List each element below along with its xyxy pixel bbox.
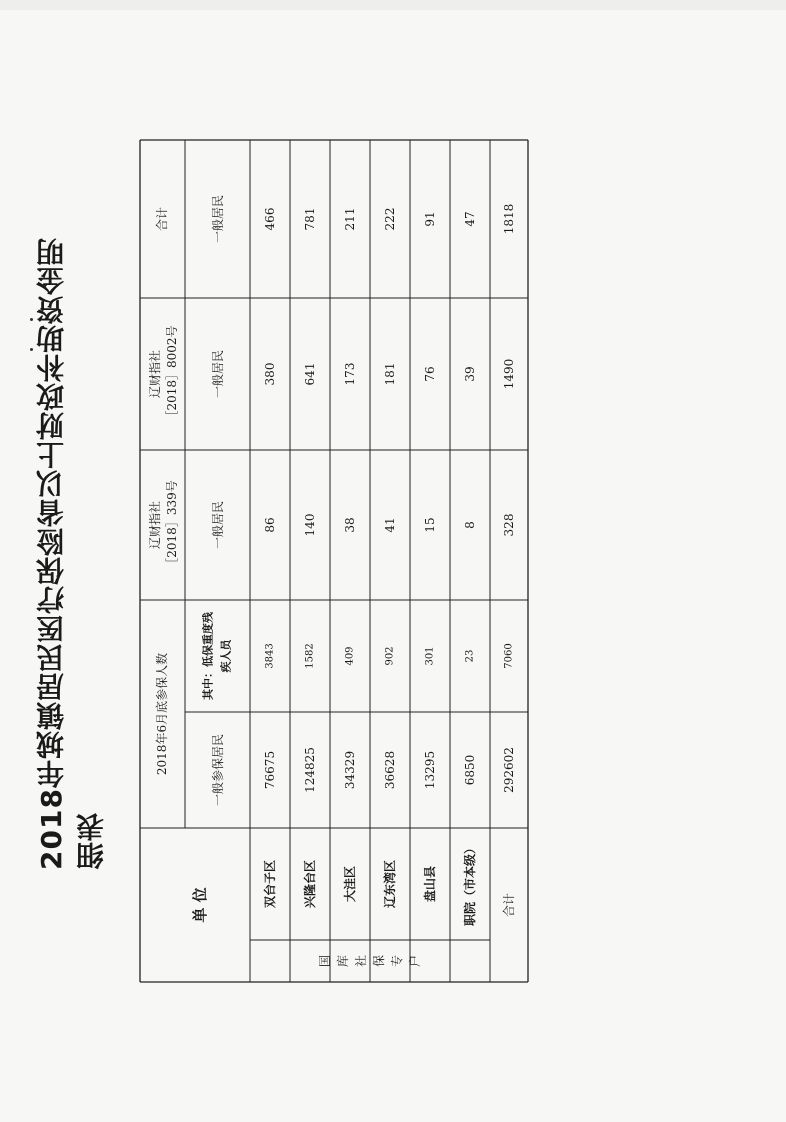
table-cell-doc2: 173: [343, 362, 357, 386]
table-cell-doc1: 86: [263, 517, 277, 533]
header-enroll-group: 2018年6月底参保人数: [155, 652, 169, 776]
group-label-char: 社: [354, 954, 368, 968]
table-cell-general: 6850: [463, 754, 477, 786]
table-cell-doc1: 15: [423, 517, 437, 533]
table-cell-lowinc: 1582: [304, 643, 316, 669]
table-cell-doc1: 41: [383, 517, 397, 533]
header-doc2-line1: 辽财指社: [148, 349, 162, 399]
group-label-char: 保: [372, 954, 386, 968]
header-doc2-line2: ［2018］8002号: [165, 325, 179, 423]
table-cell-total: 91: [423, 211, 437, 227]
group-label-char: 户: [408, 954, 422, 968]
table-cell-general: 36628: [383, 750, 397, 790]
page-title: 2018年城镇居民医疗保险省以上财政补助资金明细表: [35, 237, 108, 870]
table-cell-doc2: 76: [423, 366, 437, 382]
table-cell-unit: 盘山县: [423, 865, 437, 903]
table-cell-general: 124825: [303, 747, 317, 793]
header-doc1-sub: 一般居民: [211, 500, 225, 550]
table-cell-total: 466: [263, 207, 277, 231]
group-label-char: 库: [336, 954, 350, 968]
total-cell-doc2: 1490: [502, 358, 516, 390]
header-lowinc-line1: 其中：低保重度残: [201, 612, 215, 700]
table-cell-lowinc: 3843: [264, 643, 276, 669]
total-row-label: 合计: [502, 892, 516, 918]
table-cell-unit: 辽东湾区: [383, 859, 397, 909]
total-cell-total: 1818: [502, 203, 516, 235]
total-cell-general: 292602: [502, 747, 516, 793]
header-total-group: 合计: [155, 206, 169, 232]
header-general: 一般参保居民: [211, 733, 225, 807]
header-lowinc-line2: 疾人员: [219, 639, 233, 673]
group-label-char: 国: [318, 954, 332, 968]
header-unit: 单 位: [191, 887, 209, 923]
header-total-sub: 一般居民: [211, 194, 225, 244]
table-cell-unit: 双台子区: [263, 859, 277, 909]
table-cell-general: 13295: [423, 750, 437, 790]
group-label-char: 专: [390, 954, 404, 968]
table-cell-lowinc: 23: [464, 649, 476, 663]
table-cell-unit: 大洼区: [343, 865, 357, 903]
table-cell-lowinc: 409: [344, 646, 356, 666]
table-cell-doc1: 8: [463, 521, 477, 529]
header-doc1-line1: 辽财指社: [148, 500, 162, 550]
table-cell-total: 211: [343, 207, 357, 231]
total-cell-doc1: 328: [502, 513, 516, 537]
table-cell-general: 34329: [343, 750, 357, 790]
table-cell-total: 222: [383, 207, 397, 231]
table-cell-total: 47: [463, 211, 477, 227]
header-doc1-line2: ［2018］339号: [165, 480, 179, 570]
total-cell-lowinc: 7060: [503, 643, 515, 669]
table-cell-lowinc: 902: [384, 646, 396, 666]
table-cell-lowinc: 301: [424, 646, 436, 666]
table-cell-doc2: 641: [303, 362, 317, 386]
table-cell-doc2: 380: [263, 362, 277, 386]
table-cell-doc2: 181: [383, 362, 397, 386]
table-cell-unit: 职院（市本级）: [463, 841, 477, 927]
table-cell-general: 76675: [263, 750, 277, 790]
table-cell-doc1: 140: [303, 513, 317, 537]
table-cell-doc2: 39: [463, 366, 477, 382]
table-cell-doc1: 38: [343, 517, 357, 533]
header-doc2-sub: 一般居民: [211, 349, 225, 399]
table-cell-unit: 兴隆台区: [303, 859, 317, 909]
table-cell-total: 781: [303, 207, 317, 231]
